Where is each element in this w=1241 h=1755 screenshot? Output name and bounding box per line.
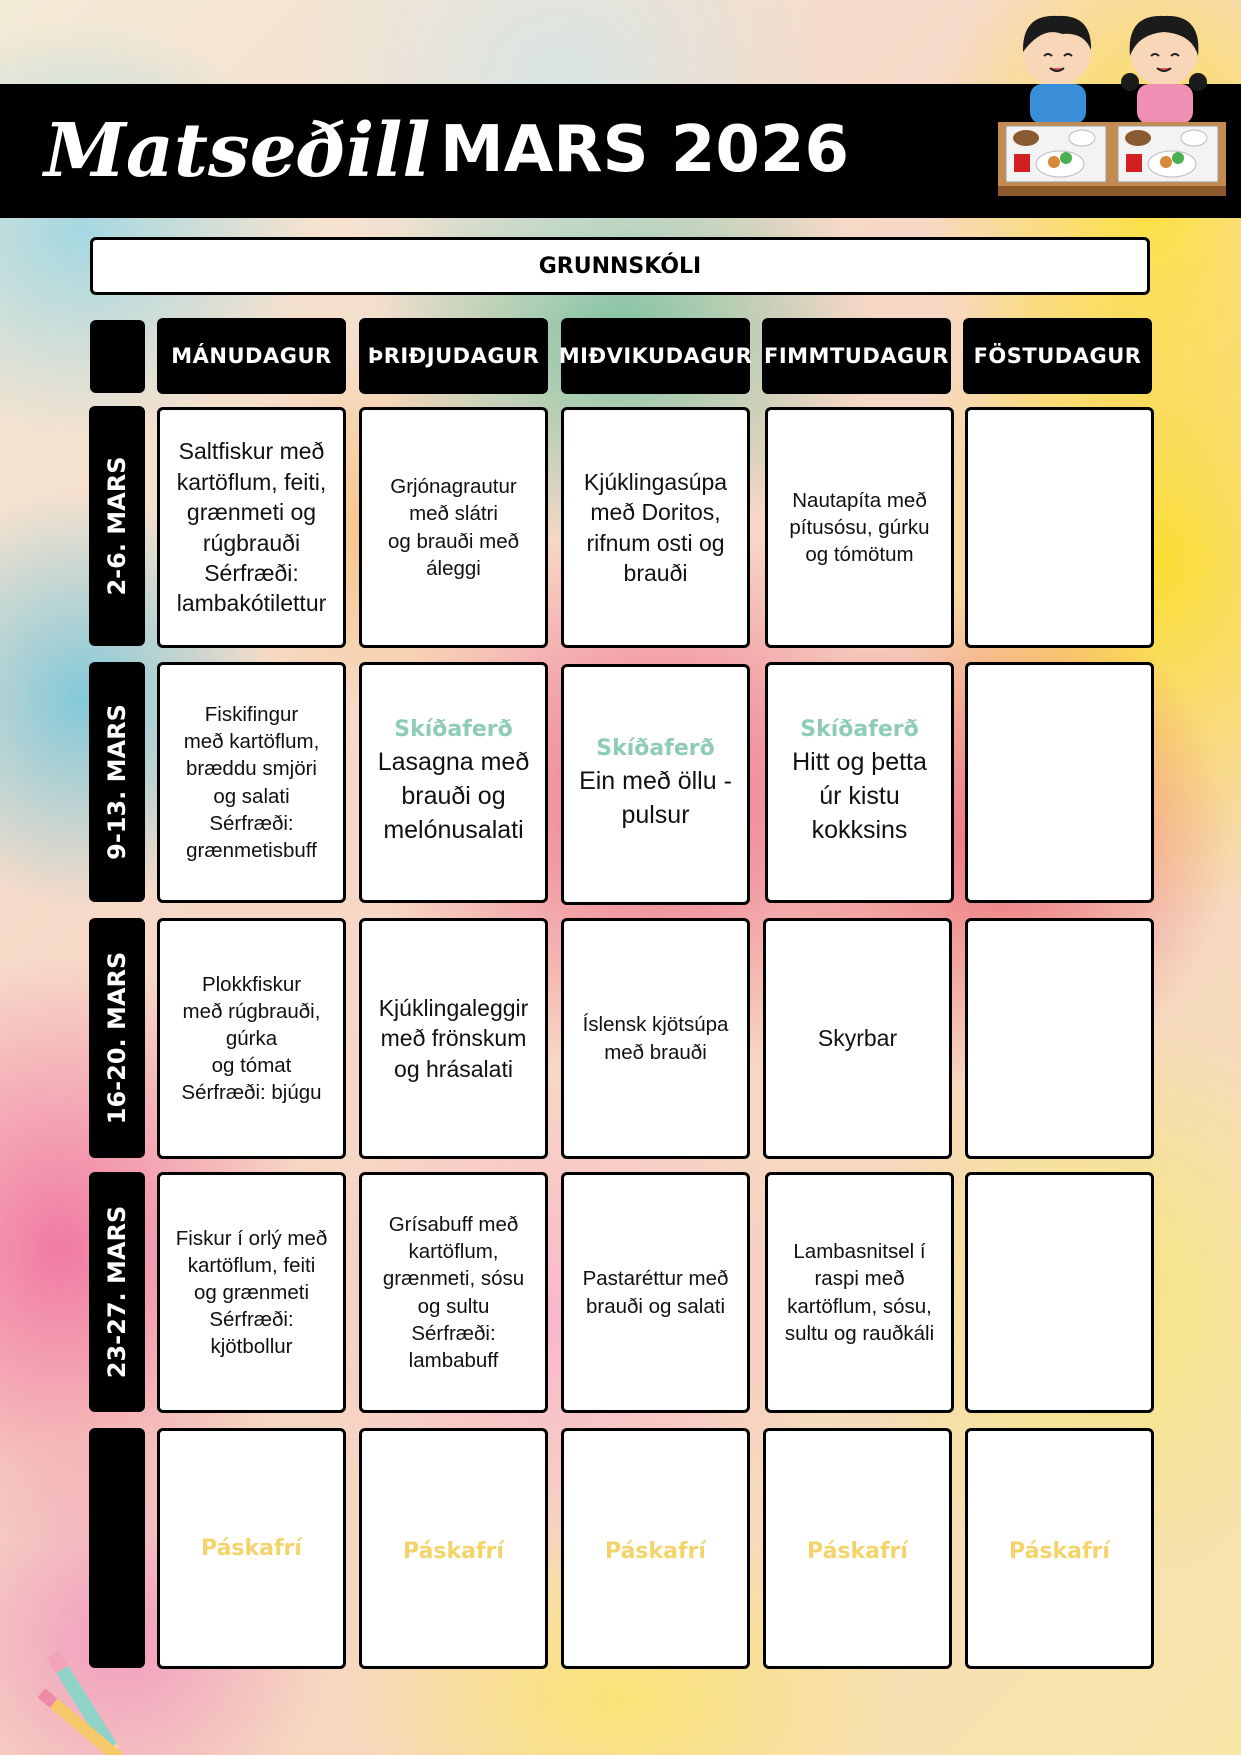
ski-trip-tag: Skíðaferð	[394, 717, 513, 743]
meal-cell	[561, 1172, 750, 1413]
meal-cell	[965, 1172, 1154, 1413]
school-banner: GRUNNSKÓLI	[90, 237, 1150, 295]
meal-text: Kjúklingasúpa með Doritos, rifnum osti og brauði	[583, 468, 728, 586]
week-label	[89, 662, 145, 902]
pencils-decoration	[0, 1620, 160, 1755]
meal-cell	[359, 918, 548, 1159]
holiday-text: Páskafrí	[1009, 1539, 1110, 1564]
meal-cell	[763, 1428, 952, 1669]
week-label	[89, 1172, 145, 1412]
meal-cell	[965, 1428, 1154, 1669]
week-label	[89, 918, 145, 1158]
meal-text: Grísabuff með kartöflum, grænmeti, sósu og sultu Sérfræði: lambabuff	[382, 1213, 525, 1372]
week-label-text: 16-20. MARS	[103, 951, 131, 1125]
meal-cell	[965, 662, 1154, 903]
meal-cell	[157, 407, 346, 648]
meal-cell	[359, 1428, 548, 1669]
meal-text: Íslensk kjötsúpa með brauði	[582, 1013, 729, 1064]
meal-cell	[965, 918, 1154, 1159]
meal-cell	[561, 918, 750, 1159]
kids-eating-illustration	[992, 4, 1232, 204]
meal-text: Hitt og þetta úr kistu kokksins	[792, 748, 927, 844]
meal-cell	[561, 1428, 750, 1669]
meal-text: Pastaréttur með brauði og salati	[582, 1267, 729, 1318]
week-label-text: 23-27. MARS	[103, 1205, 131, 1379]
holiday-text: Páskafrí	[807, 1539, 908, 1564]
meal-text: Saltfiskur með kartöflum, feiti, grænmeti og rúgbrauði Sérfræði: lambakótilettur	[176, 438, 327, 617]
brand-title: Matseðill	[44, 108, 431, 194]
month-title: MARS 2026	[440, 113, 849, 187]
meal-cell	[157, 1428, 346, 1669]
meal-cell	[561, 407, 750, 648]
meal-cell	[359, 1172, 548, 1413]
meal-cell	[561, 664, 750, 905]
meal-cell	[359, 662, 548, 903]
week-label-text: 2-6. MARS	[103, 456, 131, 596]
meal-cell	[157, 662, 346, 903]
meal-cell	[157, 1172, 346, 1413]
day-header-monday: MÁNUDAGUR	[157, 318, 346, 394]
meal-text: Nautapíta með pítusósu, gúrku og tómötum	[789, 488, 930, 567]
meal-cell	[157, 918, 346, 1159]
meal-cell	[765, 1172, 954, 1413]
week-label	[89, 406, 145, 646]
day-header-friday: FÖSTUDAGUR	[963, 318, 1152, 394]
meal-text: Plokkfiskur með rúgbrauði, gúrka og tómat Sérfræði: bjúgu	[181, 972, 322, 1105]
meal-cell	[763, 918, 952, 1159]
meal-text: Grjónagrautur með slátri og brauði með áleggi	[387, 475, 520, 580]
week-label-text: 9-13. MARS	[103, 704, 131, 860]
ski-trip-tag: Skíðaferð	[800, 717, 919, 743]
meal-text: Fiskur í orlý með kartöflum, feiti og grænmeti Sérfræði: kjötbollur	[175, 1226, 328, 1359]
meal-text: Skyrbar	[817, 1025, 898, 1052]
day-header-tuesday: ÞRIÐJUDAGUR	[359, 318, 548, 394]
day-header-thursday: FIMMTUDAGUR	[762, 318, 951, 394]
meal-cell	[965, 407, 1154, 648]
meal-cell	[359, 407, 548, 648]
meal-cell	[765, 662, 954, 903]
meal-text: Lambasnitsel í raspi með kartöflum, sósu, sultu og rauðkáli	[784, 1240, 935, 1345]
meal-text: Lasagna með brauði og melónusalati	[377, 748, 530, 844]
meal-cell	[765, 407, 954, 648]
meal-text: Kjúklingaleggir með frönskum og hrásalati	[378, 994, 529, 1082]
holiday-text: Páskafrí	[605, 1539, 706, 1564]
day-header-wednesday: MIÐVIKUDAGUR	[561, 318, 750, 394]
holiday-text: Páskafrí	[201, 1536, 302, 1561]
header-corner	[90, 320, 145, 393]
holiday-text: Páskafrí	[403, 1539, 504, 1564]
ski-trip-tag: Skíðaferð	[596, 736, 715, 762]
meal-text: Ein með öllu - pulsur	[579, 767, 732, 829]
meal-text: Fiskifingur með kartöflum, bræddu smjöri og salati Sérfræði: grænmetisbuff	[183, 703, 320, 862]
